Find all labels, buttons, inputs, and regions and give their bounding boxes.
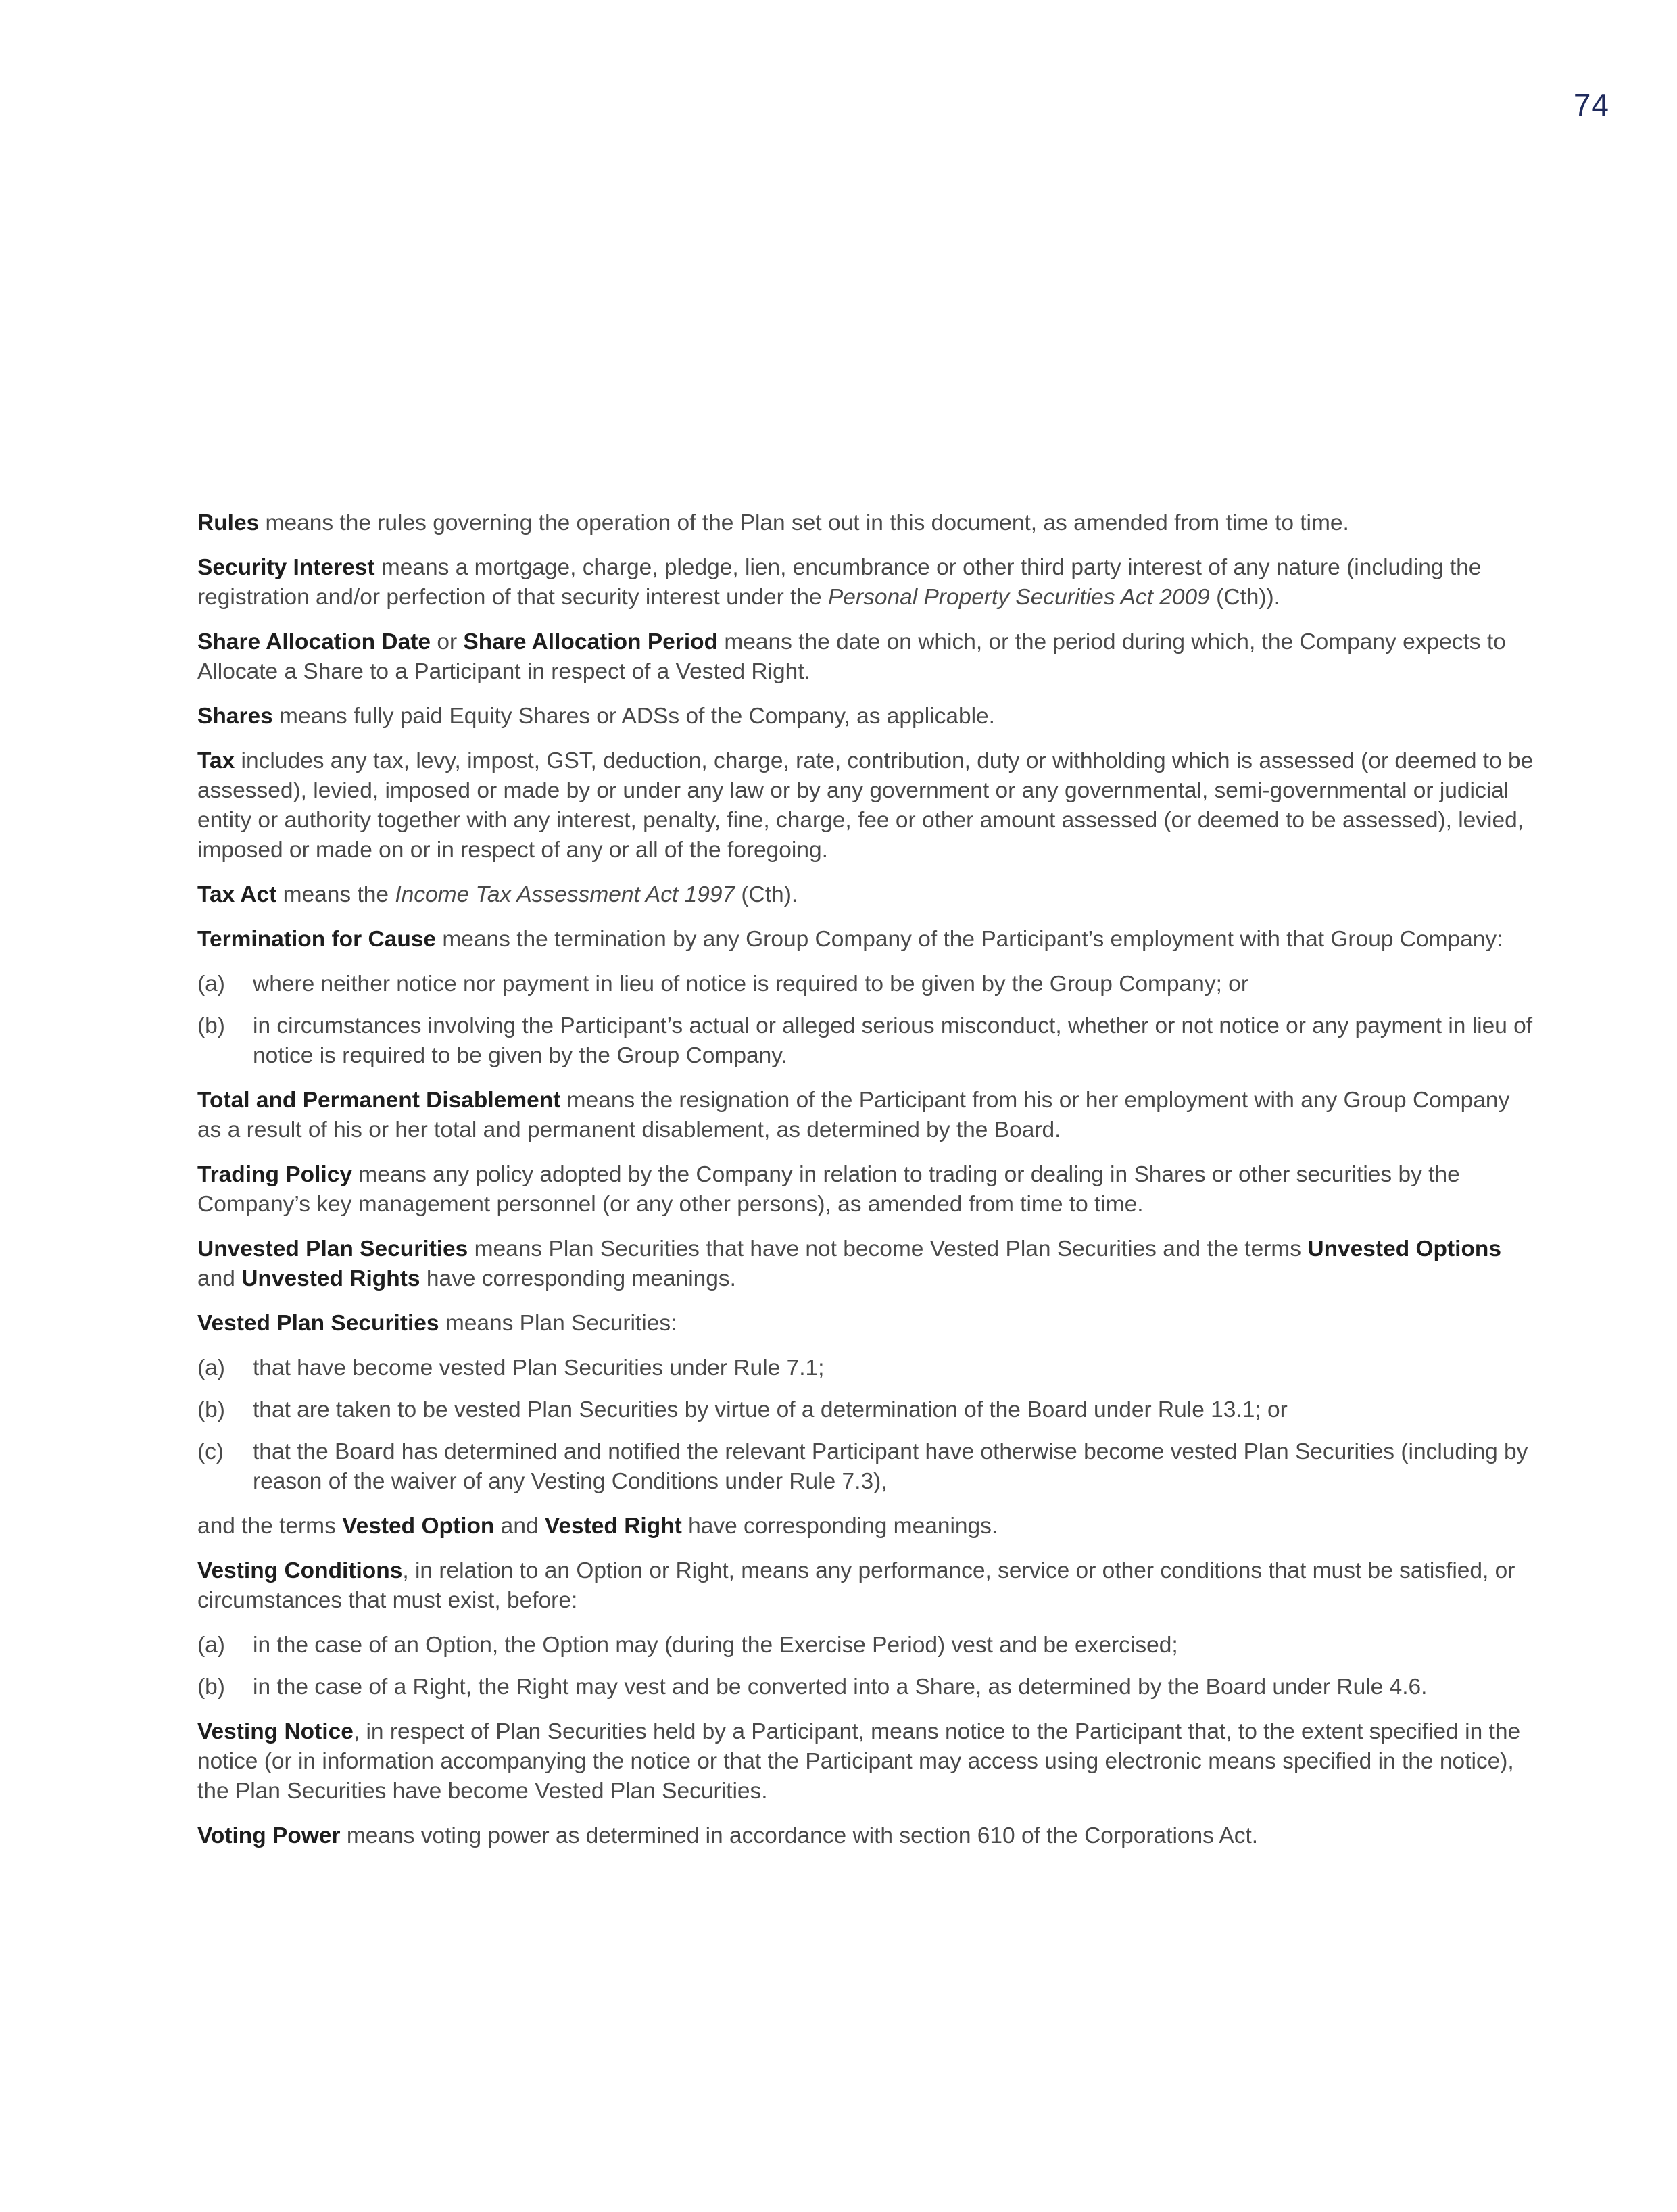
definition-text: means the resignation of the Participant from his or her employment with any Group Company as a result of his or her total and permanent disablement, as determined by the Board.: [197, 1088, 1510, 1143]
definition-rules: [197, 508, 1536, 538]
definition-tax: [197, 746, 1536, 865]
term: Shares: [197, 704, 273, 729]
term: Vesting Conditions: [197, 1558, 403, 1583]
term: Unvested Plan Securities: [197, 1236, 468, 1261]
definition-text: , in respect of Plan Securities held by a Participant, means notice to the Participant that, to the extent specified in the notice (or in information accompanying the notice or that the Participant may access using electronic means specified in the notice), the Plan Securities have become Vested Plan Securities.: [197, 1719, 1521, 1804]
item-text: that the Board has determined and notified the relevant Participant have otherwise become vested Plan Securities (including by reason of the waiver of any Vesting Conditions under Rule 7.3),: [253, 1439, 1528, 1494]
term: Vested Right: [544, 1514, 682, 1539]
definition-share-allocation: [197, 627, 1536, 687]
list-item: [197, 1673, 1536, 1702]
definition-trading-policy: [197, 1160, 1536, 1220]
definition-text: , in relation to an Option or Right, means any performance, service or other conditions that must be satisfied, or circumstances that must exist, before:: [197, 1558, 1515, 1613]
item-text: in the case of a Right, the Right may vest and be converted into a Share, as determined by the Board under Rule 4.6.: [253, 1675, 1428, 1700]
list-item: [197, 1353, 1536, 1383]
term: Vested Option: [342, 1514, 495, 1539]
term: Trading Policy: [197, 1162, 352, 1187]
list-item: [197, 1395, 1536, 1425]
definition-text: have corresponding meanings.: [681, 1514, 998, 1539]
definition-text: (Cth).: [735, 882, 798, 907]
item-text: where neither notice nor payment in lieu of notice is required to be given by the Group Company; or: [253, 971, 1248, 996]
term: Share Allocation Date: [197, 629, 431, 654]
term: Vested Plan Securities: [197, 1311, 439, 1336]
definition-text: means the date on which, or the period during which, the Company expects to Allocate a Share to a Participant in respect of a Vested Right.: [197, 629, 1506, 684]
definition-text: means a mortgage, charge, pledge, lien, encumbrance or other third party interest of any nature (including the registration and/or perfection of that security interest under the: [197, 555, 1482, 610]
term: Share Allocation Period: [463, 629, 719, 654]
definition-text: have corresponding meanings.: [420, 1266, 736, 1291]
list-item: [197, 969, 1536, 999]
item-text: that are taken to be vested Plan Securities by virtue of a determination of the Board under Rule 13.1; or: [253, 1397, 1288, 1422]
definition-text: and: [197, 1266, 242, 1291]
definition-unvested-plan-securities: [197, 1234, 1536, 1294]
definition-total-permanent-disablement: [197, 1086, 1536, 1145]
item-label: (c): [197, 1439, 224, 1464]
item-label: (a): [197, 1633, 225, 1658]
definition-text: means the rules governing the operation of the Plan set out in this document, as amended from time to time.: [259, 510, 1349, 535]
definition-text: and the terms: [197, 1514, 343, 1539]
list-item: [197, 1011, 1536, 1071]
term: Security Interest: [197, 555, 375, 580]
definition-text: means Plan Securities that have not become Vested Plan Securities and the terms: [468, 1236, 1308, 1261]
definition-text: means Plan Securities:: [439, 1311, 677, 1336]
item-label: (a): [197, 1355, 225, 1380]
definition-text: means the: [276, 882, 395, 907]
definition-text: or: [431, 629, 464, 654]
definition-voting-power: [197, 1821, 1536, 1851]
item-label: (b): [197, 1675, 225, 1700]
list-item: [197, 1437, 1536, 1497]
term: Unvested Options: [1307, 1236, 1502, 1261]
definition-shares: [197, 702, 1536, 731]
definition-text: means any policy adopted by the Company in relation to trading or dealing in Shares or other securities by the Company’s key management personnel (or any other persons), as amended from time to time.: [197, 1162, 1460, 1217]
definition-text: means voting power as determined in accordance with section 610 of the Corporations Act.: [340, 1823, 1259, 1848]
act-title: Income Tax Assessment Act 1997: [395, 882, 735, 907]
definition-termination-for-cause: [197, 925, 1536, 955]
term: Total and Permanent Disablement: [197, 1088, 561, 1113]
term: Voting Power: [197, 1823, 341, 1848]
definition-text: and: [494, 1514, 545, 1539]
definition-text: means the termination by any Group Company of the Participant’s employment with that Group Company:: [436, 927, 1503, 952]
item-text: that have become vested Plan Securities under Rule 7.1;: [253, 1355, 825, 1380]
definition-security-interest: [197, 553, 1536, 612]
definition-text: (Cth)).: [1209, 585, 1280, 610]
term: Tax Act: [197, 882, 277, 907]
definition-text: means fully paid Equity Shares or ADSs of the Company, as applicable.: [272, 704, 995, 729]
page-number: 74: [1573, 87, 1609, 122]
item-label: (b): [197, 1013, 225, 1038]
item-label: (a): [197, 971, 225, 996]
definition-text: includes any tax, levy, impost, GST, deduction, charge, rate, contribution, duty or withholding which is assessed (or deemed to be assessed), levied, imposed or made by or under any law or by any government or any governmental, semi-governmental or judicial entity or authority together with any interest, penalty, fine, charge, fee or other amount assessed (or deemed to be assessed), levied, imposed or made on or in respect of any or all of the foregoing.: [197, 748, 1534, 863]
item-text: in circumstances involving the Participant’s actual or alleged serious misconduct, whether or not notice or any payment in lieu of notice is required to be given by the Group Company.: [253, 1013, 1533, 1068]
list-item: [197, 1631, 1536, 1660]
definitions-body: [197, 508, 1536, 1866]
term: Unvested Rights: [241, 1266, 420, 1291]
term: Vesting Notice: [197, 1719, 354, 1744]
term: Rules: [197, 510, 260, 535]
item-label: (b): [197, 1397, 225, 1422]
item-text: in the case of an Option, the Option may (during the Exercise Period) vest and be exercised;: [253, 1633, 1178, 1658]
definition-vesting-conditions: [197, 1556, 1536, 1616]
act-title: Personal Property Securities Act 2009: [827, 585, 1210, 610]
definition-vesting-notice: [197, 1717, 1536, 1806]
definition-tax-act: [197, 880, 1536, 910]
term: Termination for Cause: [197, 927, 437, 952]
definition-vested-plan-securities: [197, 1309, 1536, 1339]
vested-terms-paragraph: [197, 1512, 1536, 1541]
term: Tax: [197, 748, 235, 773]
